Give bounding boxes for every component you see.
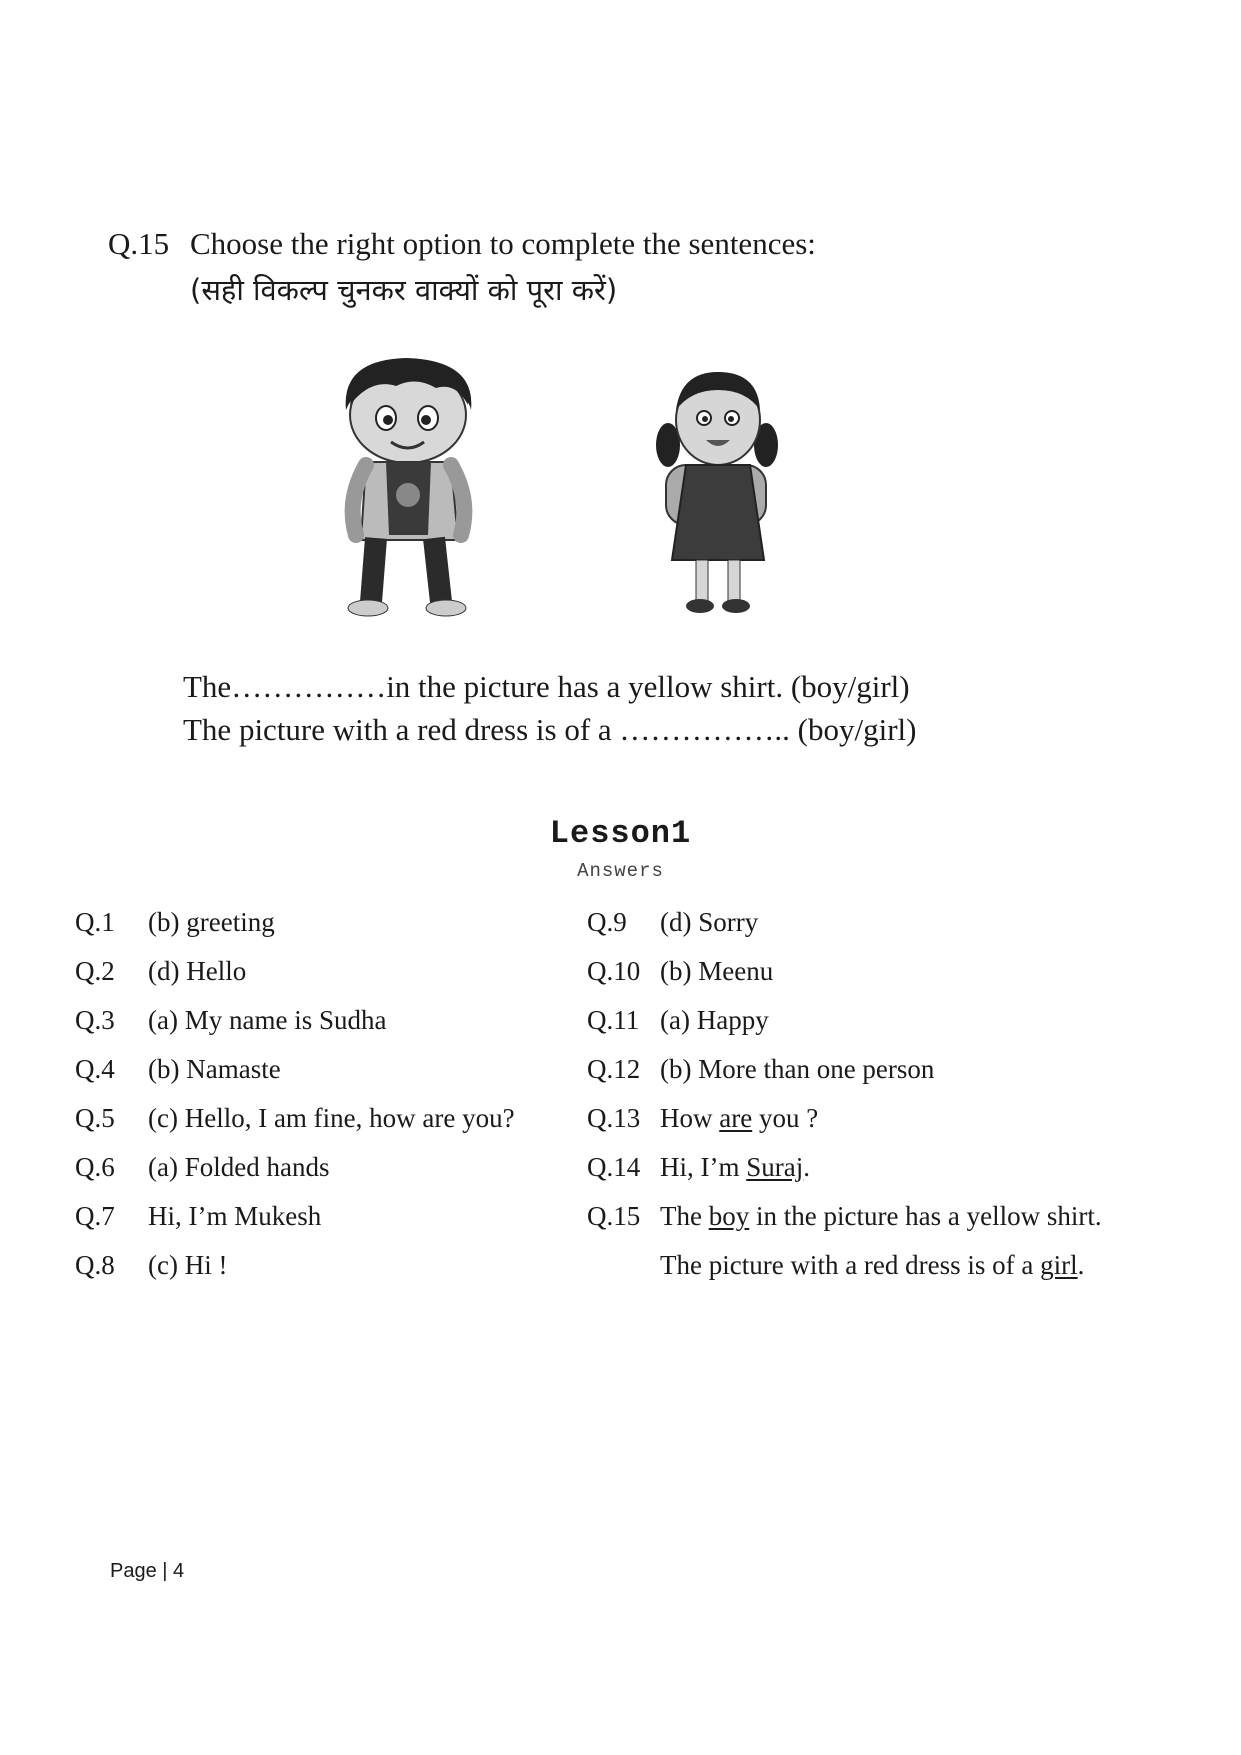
- sentence-2: The picture with a red dress is of a …………….. (boy/girl): [183, 712, 917, 747]
- page-number: Page | 4: [110, 1560, 185, 1582]
- answer-number: Q.5: [75, 1103, 115, 1133]
- answer-row: [587, 1250, 1102, 1299]
- question-instruction-hindi: (सही विकल्प चुनकर वाक्यों को पूरा करें): [190, 273, 618, 307]
- answer-row: [587, 1054, 1102, 1103]
- answers-left-column: [75, 907, 515, 1299]
- answer-text: (b) greeting: [148, 907, 275, 937]
- answer-row: [75, 956, 515, 1005]
- answer-text: [660, 1250, 1084, 1281]
- answer-number: Q.9: [587, 907, 627, 937]
- answer-text: (b) Namaste: [148, 1054, 281, 1084]
- answer-text: (c) Hi !: [148, 1250, 228, 1280]
- lesson-title: Lesson1: [549, 815, 692, 852]
- answer-text: (a) Happy: [660, 1005, 769, 1035]
- boy-illustration: [316, 350, 496, 620]
- answer-row: [75, 1005, 515, 1054]
- answer-text: [660, 1103, 818, 1134]
- answer-row: [75, 1250, 515, 1299]
- answer-number: Q.12: [587, 1054, 641, 1084]
- answer-number: Q.2: [75, 956, 115, 986]
- answer-number: Q.11: [587, 1005, 640, 1035]
- answer-text-post: .: [803, 1152, 810, 1182]
- answer-row: [75, 1054, 515, 1103]
- answer-text: (b) More than one person: [660, 1054, 935, 1084]
- answer-text: (a) Folded hands: [148, 1152, 330, 1182]
- girl-illustration: [626, 350, 806, 620]
- answer-underlined-word: girl: [1040, 1250, 1078, 1280]
- answer-row: [587, 1152, 1102, 1201]
- answer-text: [660, 1201, 1102, 1232]
- answer-underlined-word: Suraj: [746, 1152, 804, 1182]
- answer-number: Q.13: [587, 1103, 641, 1133]
- answer-text: [660, 1152, 810, 1183]
- answer-text: (d) Hello: [148, 956, 247, 986]
- question-instruction: Choose the right option to complete the sentences:: [190, 226, 816, 261]
- answer-underlined-word: boy: [708, 1201, 750, 1231]
- answer-text-pre: Hi, I’m: [660, 1152, 747, 1182]
- illustrations: [300, 350, 880, 630]
- answer-number: Q.3: [75, 1005, 115, 1035]
- answer-number: Q.1: [75, 907, 115, 937]
- answer-number: Q.4: [75, 1054, 115, 1084]
- answer-row: [587, 1103, 1102, 1152]
- answer-row: [75, 907, 515, 956]
- answer-text: (d) Sorry: [660, 907, 759, 937]
- answer-number: Q.6: [75, 1152, 115, 1182]
- answer-text-post: .: [1077, 1250, 1085, 1280]
- answer-text: (a) My name is Sudha: [148, 1005, 387, 1035]
- answer-text-pre: The: [660, 1201, 709, 1231]
- answer-number: Q.14: [587, 1152, 641, 1182]
- answer-number: Q.7: [75, 1201, 115, 1231]
- answer-text-post: in the picture has a yellow shirt.: [749, 1201, 1102, 1231]
- answer-text: (c) Hello, I am fine, how are you?: [148, 1103, 515, 1133]
- answer-text-post: you ?: [752, 1103, 819, 1133]
- answer-row: [587, 956, 1102, 1005]
- lesson-subtitle: Answers: [577, 860, 664, 882]
- answer-text-pre: The picture with a red dress is of a: [660, 1250, 1041, 1280]
- question-number: Q.15: [108, 226, 170, 261]
- answer-row: [75, 1152, 515, 1201]
- answer-row: [75, 1201, 515, 1250]
- answer-underlined-word: are: [719, 1103, 753, 1133]
- answer-text-pre: How: [660, 1103, 720, 1133]
- question-15: [108, 226, 816, 262]
- answer-text: Hi, I’m Mukesh: [148, 1201, 322, 1231]
- answer-number: Q.8: [75, 1250, 115, 1280]
- answers-right-column: [587, 907, 1102, 1299]
- answer-number: Q.15: [587, 1201, 641, 1231]
- answer-number: Q.10: [587, 956, 641, 986]
- answer-row: [587, 1201, 1102, 1250]
- fill-in-sentences: [183, 665, 917, 751]
- answer-text: (b) Meenu: [660, 956, 774, 986]
- answer-row: [587, 907, 1102, 956]
- answer-row: [75, 1103, 515, 1152]
- sentence-1: The……………in the picture has a yellow shirt. (boy/girl): [183, 669, 910, 704]
- answer-row: [587, 1005, 1102, 1054]
